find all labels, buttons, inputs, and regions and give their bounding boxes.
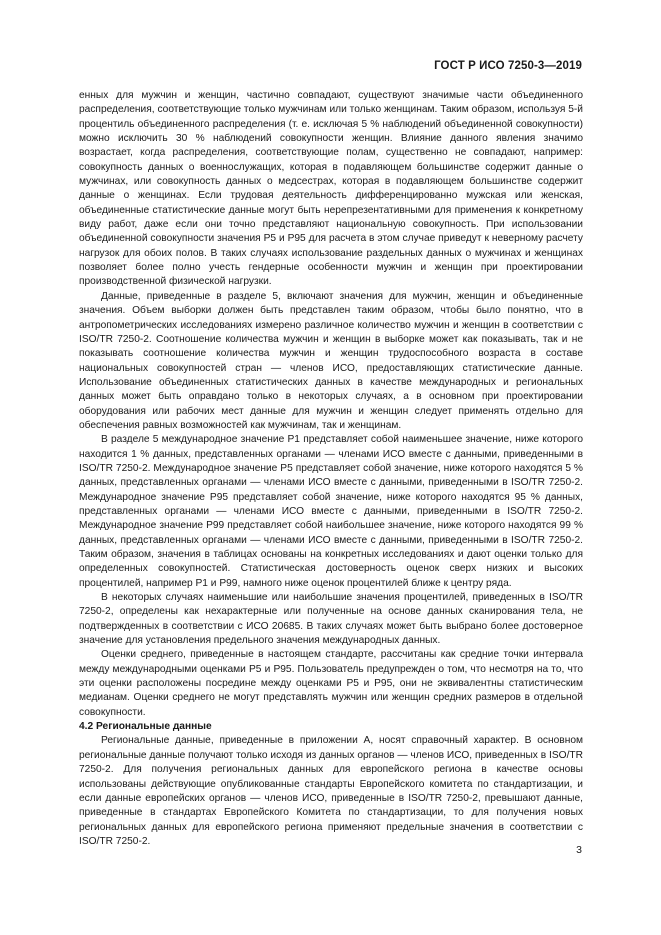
paragraph: В разделе 5 международное значение P1 представляет собой наименьшее значение, ниже которого находится 1 % данных, представленных органами — членами ИСО вместе с данными, приведенными в ISO/TR 7250-2. Международное значение P5 представляет собой значение, ниже которого находятся 5 % данных, представленных органами — членами ИСО вместе с данными, приведенными в ISO/TR 7250-2. Международное значение P95 представляет собой значение, ниже которого находятся 95 % данных, представленных органами — членами ИСО вместе с данными, приведенными в ISO/TR 7250-2. Международное значение P99 представляет собой наибольшее значение, ниже которого находятся 99 % данных, представленных органами — членами ИСО вместе с данными, приведенными в ISO/TR 7250-2. Таким образом, значения в таблицах основаны на конкретных исследованиях и дают оценки только для определенных совокупностей. Статистическая достоверность оценок сверх низких и высоких процентилей, например P1 и P99, намного ниже оценок процентилей ближе к центру ряда. — [79, 434, 583, 589]
document-body — [79, 89, 583, 849]
paragraph: енных для мужчин и женщин, частично совпадают, существуют значимые части объединенного распределения, соответствующие только мужчинам или только женщинам. Таким образом, используя 5-й процентиль объединенного распределения (т. е. исключая 5 % наблюдений объединенной совокупности) можно исключить 30 % наблюдений совокупности женщин. Влияние данного явления значимо возрастает, когда распределения, соответствующие полам, существенно не совпадают, например: совокупность данных о военнослужащих, которая в подавляющем большинстве содержит данные о мужчинах, или совокупность данных о медсестрах, которая в подавляющем большинстве содержит данные о женщинах. Если трудовая деятельность дифференцированно мужская или женская, объединенные статистические данные могут быть нерепрезентативными для применения к конкретному виду работ, даже если они точно представляют национальную совокупность. При использовании объединенной совокупности значения P5 и P95 для расчета в этом случае приведут к неверному расчету нагрузок для обоих полов. В таких случаях использование раздельных данных о мужчинах и женщинах позволяет более полно учесть гендерные особенности мужчин и женщин при проектировании производственной физической нагрузки. — [79, 90, 583, 288]
page-number: 3 — [576, 844, 582, 856]
section-heading: 4.2 Региональные данные — [79, 721, 212, 733]
page-header: ГОСТ Р ИСО 7250-3—2019 — [434, 60, 582, 72]
paragraph: Региональные данные, приведенные в приложении А, носят справочный характер. В основном региональные данные получают только исходя из данных органов — членов ИСО, приведенных в ISO/TR 7250-2. Для получения региональных данных для европейского региона в качестве основы использованы действующие опубликованные стандарты Европейского комитета по стандартизации, и если данные европейских органов — членов ИСО, приведенные в ISO/TR 7250-2, превышают данные, приведенные в стандартах Европейского Комитета по стандартизации, то для получения новых региональных данных для европейского региона применяют предельные значения в соответствии с ISO/TR 7250-2. — [79, 735, 583, 847]
paragraph: Оценки среднего, приведенные в настоящем стандарте, рассчитаны как средние точки интервала между международными оценками P5 и P95. Пользователь предупрежден о том, что несмотря на то, что эти оценки расположены посредине между оценками P5 и P95, они не эквивалентны статистическим медианам. Оценки среднего не могут представлять мужчин или женщин средних размеров в отдельной совокупности. — [79, 649, 583, 718]
paragraph: Данные, приведенные в разделе 5, включают значения для мужчин, женщин и объединенные значения. Объем выборки должен быть представлен таким образом, чтобы было понятно, что в антропометрических исследованиях измерено различное количество мужчин и женщин в соответствии с ISO/TR 7250-2. Соотношение количества мужчин и женщин в выборке может как показывать, так и не показывать соотношение количества мужчин и женщин трудоспособного возраста в составе национальных совокупностей стран — членов ИСО, предоставляющих статистические данные. Использование объединенных статистических данных в качестве международных и региональных данных может быть оправдано только в некоторых случаях, а в основном при проектировании оборудования или рабочих мест данные для мужчин и женщин следует применять отдельно для обеспечения равных возможностей как мужчинам, так и женщинам. — [79, 290, 583, 431]
paragraph: В некоторых случаях наименьшие или наибольшие значения процентилей, приведенных в ISO/TR 7250-2, определены как нехарактерные или полученные на основе данных сканирования тела, не подтвержденных в соответствии с ИСО 20685. В таких случаях может быть выбрано более достоверное значение для установления предельного значения международных данных. — [79, 592, 583, 647]
